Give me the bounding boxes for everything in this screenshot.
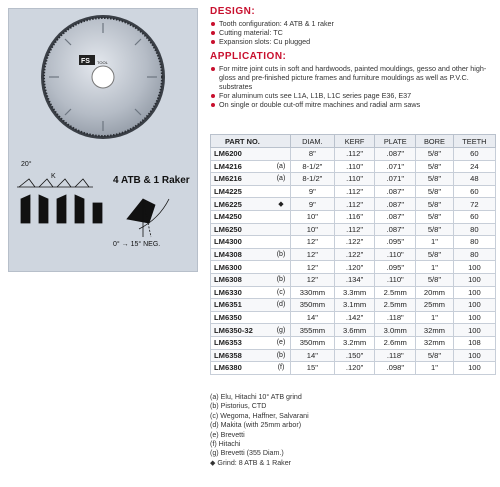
cell-teeth: 108	[453, 336, 495, 349]
cell-diam: 9"	[291, 198, 335, 211]
cell-part: LM6380	[211, 362, 273, 375]
cell-diam: 9"	[291, 185, 335, 198]
cell-bore: 1"	[416, 236, 454, 249]
cell-note: (b)	[272, 248, 291, 261]
header-plate: PLATE	[375, 135, 416, 148]
cell-kerf: 3.3mm	[334, 286, 375, 299]
header-part-no: PART NO.	[211, 135, 291, 148]
cell-diam: 350mm	[291, 299, 335, 312]
cell-bore: 1"	[416, 261, 454, 274]
tooth-configuration-diagram	[17, 179, 169, 237]
cell-kerf: .112"	[334, 185, 375, 198]
cell-kerf: .112"	[334, 223, 375, 236]
cell-diam: 8-1/2"	[291, 160, 335, 173]
cell-teeth: 60	[453, 210, 495, 223]
cell-teeth: 24	[453, 160, 495, 173]
cell-note: (b)	[272, 349, 291, 362]
table-row	[211, 223, 496, 236]
cell-note	[272, 236, 291, 249]
logo-sub-text: TOOL	[97, 60, 108, 65]
cell-diam: 14"	[291, 311, 335, 324]
cell-kerf: .122"	[334, 248, 375, 261]
cell-note	[272, 311, 291, 324]
cell-bore: 5/8"	[416, 185, 454, 198]
cell-part: LM4216	[211, 160, 273, 173]
cell-plate: .110"	[375, 273, 416, 286]
cell-kerf: .110"	[334, 160, 375, 173]
header-diam: DIAM.	[291, 135, 335, 148]
cell-diam: 12"	[291, 236, 335, 249]
cell-teeth: 60	[453, 185, 495, 198]
cell-teeth: 60	[453, 148, 495, 161]
cell-bore: 5/8"	[416, 223, 454, 236]
cell-plate: .087"	[375, 223, 416, 236]
cell-part: LM6350	[211, 311, 273, 324]
table-row	[211, 261, 496, 274]
cell-bore: 5/8"	[416, 273, 454, 286]
cell-bore: 1"	[416, 362, 454, 375]
design-item: Expansion slots: Cu plugged	[210, 37, 496, 46]
table-header-row	[211, 135, 496, 148]
cell-teeth: 100	[453, 273, 495, 286]
table-body	[211, 148, 496, 375]
cell-kerf: .120"	[334, 362, 375, 375]
cell-plate: 3.0mm	[375, 324, 416, 337]
cell-kerf: .142"	[334, 311, 375, 324]
cell-kerf: .112"	[334, 198, 375, 211]
header-bore: BORE	[416, 135, 454, 148]
cell-kerf: .110"	[334, 173, 375, 186]
cell-kerf: 3.1mm	[334, 299, 375, 312]
cell-kerf: .116"	[334, 210, 375, 223]
cell-note: (c)	[272, 286, 291, 299]
design-list	[210, 19, 496, 47]
kerf-k-label: K	[51, 173, 56, 180]
cell-part: LM6350-32	[211, 324, 273, 337]
hook-angle-label: 0° → 15° NEG.	[113, 241, 161, 248]
cell-diam: 14"	[291, 349, 335, 362]
cell-part: LM6330	[211, 286, 273, 299]
cell-bore: 32mm	[416, 336, 454, 349]
cell-bore: 5/8"	[416, 210, 454, 223]
cell-diam: 12"	[291, 248, 335, 261]
cell-bore: 25mm	[416, 299, 454, 312]
footnote: (f) Hitachi	[210, 440, 241, 449]
cell-teeth: 100	[453, 286, 495, 299]
header-teeth: TEETH	[453, 135, 495, 148]
cell-kerf: 3.6mm	[334, 324, 375, 337]
cell-bore: 20mm	[416, 286, 454, 299]
cell-teeth: 100	[453, 311, 495, 324]
table-row	[211, 148, 496, 161]
logo-text: FS	[81, 58, 90, 65]
table-row	[211, 273, 496, 286]
cell-bore: 5/8"	[416, 148, 454, 161]
cell-part: LM6351	[211, 299, 273, 312]
cell-diam: 12"	[291, 273, 335, 286]
cell-note	[272, 185, 291, 198]
cell-teeth: 72	[453, 198, 495, 211]
cell-part: LM6300	[211, 261, 273, 274]
cell-teeth: 48	[453, 173, 495, 186]
cell-teeth: 100	[453, 349, 495, 362]
cell-note: (f)	[272, 362, 291, 375]
cell-diam: 10"	[291, 210, 335, 223]
table-row	[211, 248, 496, 261]
application-item: For mitre joint cuts in soft and hardwoods, painted mouldings, gesso and other high-gloss and pre-finished picture frames and furniture mouldings as well as P.V.C. substrates	[210, 64, 496, 92]
cell-part: LM4250	[211, 210, 273, 223]
table-row	[211, 160, 496, 173]
application-item: On single or double cut-off mitre machines and radial arm saws	[210, 100, 496, 109]
cell-part: LM6225	[211, 198, 273, 211]
cell-note	[272, 148, 291, 161]
cell-teeth: 100	[453, 261, 495, 274]
cell-plate: .071"	[375, 160, 416, 173]
table-row	[211, 362, 496, 375]
design-item: Cutting material: TC	[210, 28, 496, 37]
table-row	[211, 299, 496, 312]
cell-part: LM6200	[211, 148, 273, 161]
footnote: (a) Elu, Hitachi 10° ATB grind	[210, 393, 302, 401]
cell-part: LM6250	[211, 223, 273, 236]
tooth-config-label: 4 ATB & 1 Raker	[113, 175, 190, 186]
description-column	[210, 4, 496, 114]
cell-teeth: 100	[453, 324, 495, 337]
cell-diam: 330mm	[291, 286, 335, 299]
footnote: (b) Pistorius, CTD	[210, 402, 267, 411]
cell-diam: 350mm	[291, 336, 335, 349]
footnotes	[210, 393, 496, 468]
table-row	[211, 210, 496, 223]
cell-plate: .071"	[375, 173, 416, 186]
cell-note: (e)	[272, 336, 291, 349]
cell-kerf: .134"	[334, 273, 375, 286]
application-heading: APPLICATION:	[210, 50, 287, 62]
cell-diam: 8-1/2"	[291, 173, 335, 186]
cell-diam: 10"	[291, 223, 335, 236]
top-angle-label: 20°	[21, 161, 32, 168]
cell-plate: 2.5mm	[375, 299, 416, 312]
cell-note: ◆	[272, 198, 291, 211]
footnote: (e) Brevetti	[210, 430, 245, 439]
cell-plate: .087"	[375, 210, 416, 223]
cell-part: LM6353	[211, 336, 273, 349]
cell-kerf: .112"	[334, 148, 375, 161]
cell-part: LM4300	[211, 236, 273, 249]
design-heading: DESIGN:	[210, 6, 256, 17]
table-row	[211, 336, 496, 349]
cell-note	[272, 261, 291, 274]
cell-plate: .110"	[375, 248, 416, 261]
cell-plate: 2.6mm	[375, 336, 416, 349]
table-row	[211, 236, 496, 249]
cell-plate: .118"	[375, 349, 416, 362]
cell-teeth: 80	[453, 236, 495, 249]
cell-part: LM6358	[211, 349, 273, 362]
cell-kerf: .122"	[334, 236, 375, 249]
cell-note	[272, 223, 291, 236]
cell-part: LM4225	[211, 185, 273, 198]
cell-plate: 2.5mm	[375, 286, 416, 299]
cell-part: LM6308	[211, 273, 273, 286]
cell-kerf: 3.2mm	[334, 336, 375, 349]
specification-table	[210, 134, 496, 375]
cell-note: (a)	[272, 160, 291, 173]
blade-image-panel	[8, 8, 198, 272]
cell-plate: .087"	[375, 148, 416, 161]
cell-teeth: 80	[453, 223, 495, 236]
cell-bore: 32mm	[416, 324, 454, 337]
cell-diam: 15"	[291, 362, 335, 375]
application-item: For aluminum cuts see L1A, L1B, L1C series page E36, E37	[210, 91, 496, 100]
table-row	[211, 349, 496, 362]
cell-plate: .087"	[375, 185, 416, 198]
cell-plate: .095"	[375, 261, 416, 274]
cell-note: (a)	[272, 173, 291, 186]
table-row	[211, 324, 496, 337]
footnote: (c) Wegoma, Haffner, Salvarani	[210, 411, 309, 420]
table-row	[211, 286, 496, 299]
design-item: Tooth configuration: 4 ATB & 1 raker	[210, 19, 496, 28]
cell-teeth: 80	[453, 248, 495, 261]
header-kerf: KERF	[334, 135, 375, 148]
cell-plate: .118"	[375, 311, 416, 324]
saw-blade-illustration	[9, 9, 197, 271]
cell-bore: 5/8"	[416, 160, 454, 173]
cell-bore: 5/8"	[416, 198, 454, 211]
saw-blade-icon	[41, 15, 165, 139]
cell-plate: .095"	[375, 236, 416, 249]
cell-teeth: 100	[453, 299, 495, 312]
cell-teeth: 100	[453, 362, 495, 375]
cell-kerf: .120"	[334, 261, 375, 274]
cell-diam: 8"	[291, 148, 335, 161]
footnote: (d) Makita (with 25mm arbor)	[210, 421, 302, 430]
cell-bore: 5/8"	[416, 173, 454, 186]
table-row	[211, 198, 496, 211]
cell-part: LM4308	[211, 248, 273, 261]
table-row	[211, 185, 496, 198]
cell-plate: .098"	[375, 362, 416, 375]
cell-bore: 1"	[416, 311, 454, 324]
table-row	[211, 311, 496, 324]
cell-note	[272, 210, 291, 223]
cell-diam: 12"	[291, 261, 335, 274]
cell-note: (b)	[272, 273, 291, 286]
footnote: ◆ Grind: 8 ATB & 1 Raker	[210, 458, 292, 467]
cell-note: (d)	[272, 299, 291, 312]
cell-part: LM6216	[211, 173, 273, 186]
cell-bore: 5/8"	[416, 349, 454, 362]
cell-diam: 355mm	[291, 324, 335, 337]
table-row	[211, 173, 496, 186]
cell-note: (g)	[272, 324, 291, 337]
cell-plate: .087"	[375, 198, 416, 211]
cell-kerf: .150"	[334, 349, 375, 362]
cell-bore: 5/8"	[416, 248, 454, 261]
footnote: (g) Brevetti (355 Diam.)	[210, 449, 284, 458]
application-list	[210, 64, 496, 110]
